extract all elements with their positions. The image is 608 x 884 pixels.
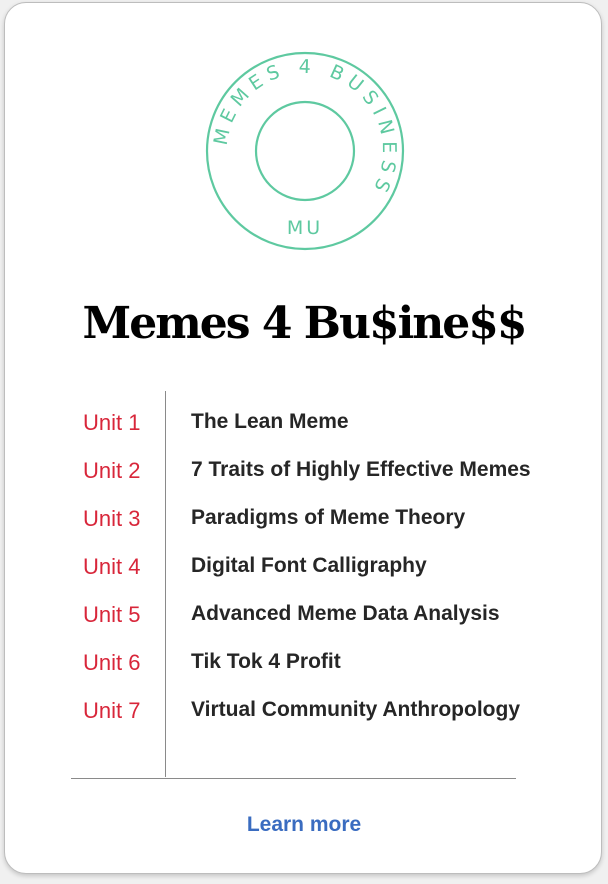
memes-university-seal-logo: [205, 51, 405, 251]
unit-name: Advanced Meme Data Analysis: [191, 602, 500, 625]
unit-number: Unit 5: [83, 602, 141, 627]
unit-name: Paradigms of Meme Theory: [191, 506, 466, 529]
unit-row: [5, 595, 603, 643]
unit-number: Unit 1: [83, 410, 141, 435]
course-card: [4, 2, 602, 874]
unit-row: [5, 643, 603, 691]
unit-name: 7 Traits of Highly Effective Memes: [191, 458, 531, 481]
unit-row: [5, 547, 603, 595]
unit-row: [5, 403, 603, 451]
course-title: Memes 4 Bu$ine$$: [82, 298, 526, 349]
learn-more-link[interactable]: Learn more: [246, 813, 362, 836]
unit-name: The Lean Meme: [191, 410, 349, 433]
unit-number: Unit 6: [83, 650, 141, 675]
unit-number: Unit 2: [83, 458, 141, 483]
unit-name: Virtual Community Anthropology: [191, 698, 520, 721]
horizontal-divider: [71, 778, 516, 779]
seal-initials: MU: [286, 217, 324, 239]
unit-name: Tik Tok 4 Profit: [191, 650, 341, 673]
unit-row: [5, 451, 603, 499]
seal-arc-text: MEMES 4 BUSINESS: [209, 55, 401, 201]
unit-list: [5, 403, 603, 739]
unit-row: [5, 499, 603, 547]
seal-inner-ring: [256, 102, 354, 200]
unit-name: Digital Font Calligraphy: [191, 554, 427, 577]
unit-number: Unit 3: [83, 506, 141, 531]
unit-number: Unit 7: [83, 698, 141, 723]
unit-number: Unit 4: [83, 554, 141, 579]
unit-row: [5, 691, 603, 739]
